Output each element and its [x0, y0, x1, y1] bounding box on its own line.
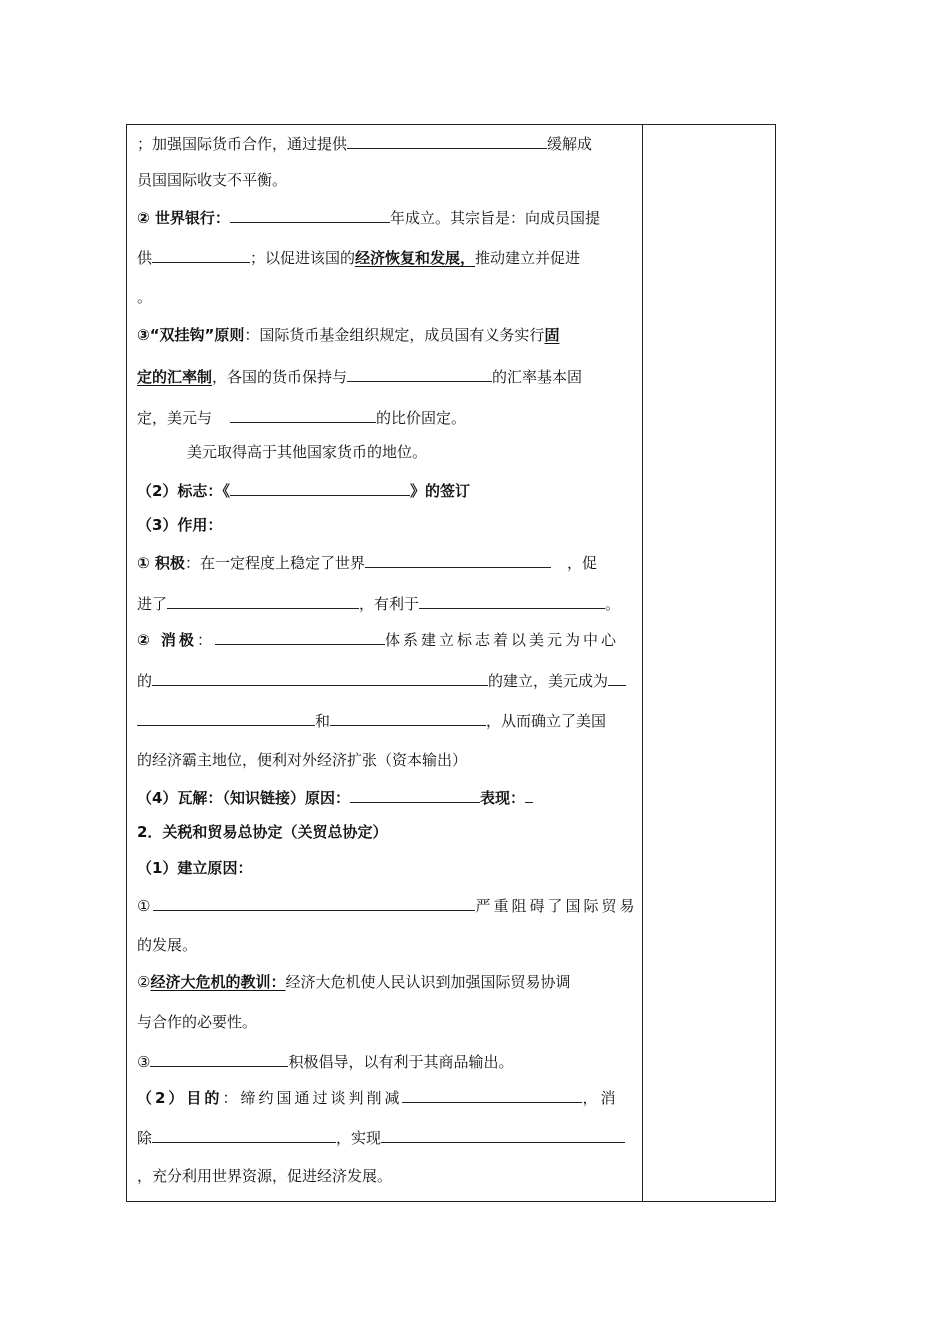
text: ，充分利用世界资源，促进经济发展。 [137, 1167, 393, 1185]
text: 经济大危机使人民认识到加强国际贸易协调 [285, 973, 571, 991]
heading: ③“双挂钩”原则 [137, 326, 245, 344]
text: 的经济霸主地位，便利对外经济扩张（资本输出） [137, 751, 468, 769]
blank [167, 592, 359, 609]
text: （2）标志：《 [137, 482, 230, 500]
text: （1）建立原因： [137, 859, 253, 877]
text: ① [137, 897, 154, 915]
text: ，各国的货币保持与 [212, 368, 348, 386]
heading: （2）目的 [137, 1089, 223, 1107]
blank [230, 206, 390, 223]
text: ③ [137, 1053, 151, 1071]
line-12 [137, 551, 597, 573]
heading: ② 世界银行： [137, 209, 230, 227]
text: 推动建立并促进 [475, 249, 581, 267]
blank [402, 1086, 582, 1103]
text: 缓解成 [547, 135, 593, 153]
line-11 [137, 515, 222, 535]
line-26 [137, 1086, 618, 1108]
blank [350, 786, 480, 803]
line-13 [137, 592, 620, 614]
line-8 [137, 406, 466, 428]
line-27 [137, 1126, 625, 1148]
line-17 [137, 750, 467, 770]
blank [137, 709, 315, 726]
text: 的建立，美元成为 [488, 672, 609, 690]
text: ，消 [582, 1089, 619, 1107]
text: 体系建立标志着以美元为中心 [384, 631, 619, 649]
text: ： [196, 631, 215, 649]
text: ② [137, 973, 151, 991]
text: ：在一定程度上稳定了世界 [184, 554, 365, 572]
blank [230, 479, 410, 496]
blank [152, 246, 250, 263]
blank [215, 628, 385, 645]
text: ：国际货币基金组织规定，成员国有义务实行 [244, 326, 545, 344]
text: ，实现 [336, 1129, 382, 1147]
line-3 [137, 206, 600, 228]
line-4 [137, 246, 580, 268]
line-24 [137, 1012, 257, 1032]
line-25 [137, 1050, 513, 1072]
text: （4）瓦解：（知识链接）原因： [137, 789, 350, 807]
line-10 [137, 479, 470, 501]
emphasis: 定的汇率制 [137, 368, 213, 386]
text: ，有利于 [359, 595, 420, 613]
text: ；加强国际货币合作，通过提供 [137, 135, 348, 153]
blank [608, 669, 626, 686]
line-22 [137, 935, 197, 955]
text: 》的签订 [409, 482, 470, 500]
text: ，从而确立了美国 [486, 712, 607, 730]
text: 美元取得高于其他国家货币的地位。 [187, 443, 428, 461]
emphasis: 经济大危机的教训： [150, 973, 286, 991]
text: 表现： [479, 789, 525, 807]
heading: ② 消极 [137, 631, 197, 649]
blank [347, 132, 547, 149]
line-1 [137, 132, 592, 154]
blank [347, 365, 492, 382]
line-16 [137, 709, 606, 731]
heading: ① 积极 [137, 554, 185, 572]
line-28 [137, 1166, 392, 1186]
text: ，促 [566, 554, 597, 572]
text: 员国国际收支不平衡。 [137, 171, 288, 189]
line-6 [137, 325, 559, 345]
text: 除 [137, 1129, 153, 1147]
line-9 [187, 442, 427, 462]
line-20 [137, 858, 252, 878]
line-18 [137, 786, 533, 808]
text: 。 [605, 595, 621, 613]
text: 积极倡导，以有利于其商品输出。 [288, 1053, 514, 1071]
text: 进了 [137, 595, 168, 613]
text: ；以促进该国的 [250, 249, 356, 267]
text: 年成立。其宗旨是：向成员国提 [389, 209, 600, 227]
text: （3）作用： [137, 516, 223, 534]
blank [152, 1126, 336, 1143]
line-23 [137, 972, 570, 992]
text: 严重阻碍了国际贸易 [475, 897, 638, 915]
text: 和 [315, 712, 331, 730]
column-divider [642, 125, 643, 1201]
line-19 [137, 822, 387, 842]
line-15 [137, 669, 626, 691]
text: 。 [137, 288, 153, 306]
text: 与合作的必要性。 [137, 1013, 258, 1031]
blank [419, 592, 605, 609]
line-7 [137, 365, 582, 387]
line-5 [137, 287, 152, 307]
blank [365, 551, 551, 568]
worksheet-table [126, 124, 776, 1202]
emphasis: 固 [544, 326, 560, 344]
emphasis: 经济恢复和发展， [355, 249, 476, 267]
text: 的比价固定。 [376, 409, 467, 427]
text: 的 [137, 672, 153, 690]
text: 定，美元与 [137, 409, 213, 427]
text: ：缔约国通过谈判削减 [222, 1089, 403, 1107]
line-14 [137, 628, 619, 650]
blank [230, 406, 376, 423]
blank [330, 709, 486, 726]
blank [152, 669, 488, 686]
blank [153, 894, 475, 911]
blank [381, 1126, 625, 1143]
text: 的发展。 [137, 936, 198, 954]
blank [150, 1050, 288, 1067]
blank [525, 786, 533, 803]
text: 2．关税和贸易总协定（关贸总协定） [137, 823, 388, 841]
line-21 [137, 894, 637, 916]
text: 供 [137, 249, 153, 267]
line-2 [137, 170, 287, 190]
text: 的汇率基本固 [492, 368, 583, 386]
